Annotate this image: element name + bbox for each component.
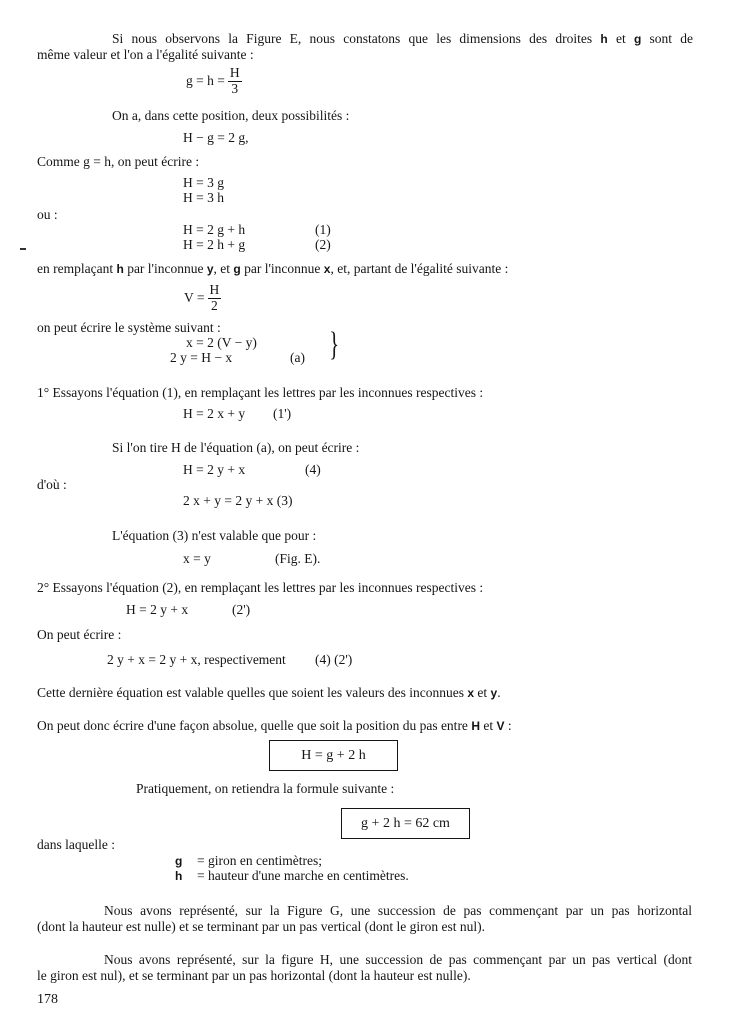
equation-x-equals-y: x = y [183,551,211,566]
text-si-lon-tire: Si l'on tire H de l'équation (a), on peut écrire : [112,440,360,455]
equation-1-prime: H = 2 x + y [183,406,246,421]
definition-g-symbol: g [175,854,183,868]
para-figure-g-line1: Nous avons représenté, sur la Figure G, une succession de pas commençant par un pas horizontal [104,903,692,918]
equation-2-prime: H = 2 y + x [126,602,189,617]
equation-h-3g: H = 3 g [183,175,224,190]
text-valable: L'équation (3) n'est valable que pour : [112,528,317,543]
text-pratiquement: Pratiquement, on retiendra la formule suivante : [136,781,395,796]
heading-essai-1: 1° Essayons l'équation (1), en remplaçant les lettres par les inconnues respectives : [37,385,484,400]
text-dans-laquelle: dans laquelle : [37,837,115,852]
equation-h-minus-g: H − g = 2 g, [183,130,249,145]
definition-h: = hauteur d'une marche en centimètres. [197,868,409,883]
text-two-possibilities: On a, dans cette position, deux possibilités : [112,108,350,123]
equation-4: H = 2 y + x [183,462,246,477]
margin-mark [20,248,26,250]
equation-4-tag: (4) [305,462,321,477]
heading-essai-2: 2° Essayons l'équation (2), en remplaçant les lettres par les inconnues respectives : [37,580,484,595]
equation-2-tag: (2) [315,237,331,252]
boxed-formula-62cm: g + 2 h = 62 cm [341,808,470,839]
text-remplacant: en remplaçant h par l'inconnue y, et g par l'inconnue x, et, partant de l'égalité suivante : [37,261,509,276]
equation-h-3h: H = 3 h [183,190,224,205]
equation-2-prime-tag: (2') [232,602,251,617]
equation-1: H = 2 g + h [183,222,246,237]
para-figure-e-line1: Si nous observons la Figure E, nous constatons que les dimensions des droites h et g sont de [112,31,694,46]
system-equation-1: x = 2 (V − y) [186,335,257,350]
boxed-formula-general: H = g + 2 h [269,740,398,771]
system-equation-a: 2 y = H − x [170,350,233,365]
equation-respectivement: 2 y + x = 2 y + x, respectivement [107,652,286,667]
text-dou: d'où : [37,477,67,492]
equation-1-prime-tag: (1') [273,406,292,421]
equation-1-tag: (1) [315,222,331,237]
para-figure-e-line2: même valeur et l'on a l'égalité suivante : [37,47,254,62]
definition-h-symbol: h [175,869,183,883]
page-number: 178 [37,992,58,1007]
equation-2: H = 2 h + g [183,237,246,252]
system-equation-a-tag: (a) [290,350,305,365]
definition-g: = giron en centimètres; [197,853,322,868]
equation-v-half: V = $\frac{H}{2}$ [184,282,220,313]
text-cette-derniere: Cette dernière équation est valable quelles que soient les valeurs des inconnues x et y. [37,685,501,700]
text-comme: Comme g = h, on peut écrire : [37,154,200,169]
para-figure-g-line2: (dont la hauteur est nulle) et se terminant par un pas vertical (dont le giron est nul). [37,919,485,934]
text-facon-absolue: On peut donc écrire d'une façon absolue, quelle que soit la position du pas entre H et V : [37,718,512,733]
equation-respectivement-tag: (4) (2') [315,652,353,667]
text-ou: ou : [37,207,58,222]
system-brace: } [329,326,340,363]
text-on-peut-ecrire: On peut écrire : [37,627,122,642]
equation-3: 2 x + y = 2 y + x (3) [183,493,293,508]
equation-g-h-third: g = h = $\frac{H}{3}$ [186,65,240,96]
text-systeme: on peut écrire le système suivant : [37,320,221,335]
equation-x-equals-y-tag: (Fig. E). [275,551,321,566]
para-figure-h-line2: le giron est nul), et se terminant par un pas horizontal (dont la hauteur est nulle). [37,968,471,983]
para-figure-h-line1: Nous avons représenté, sur la figure H, une succession de pas commençant par un pas vertical (dont [104,952,692,967]
